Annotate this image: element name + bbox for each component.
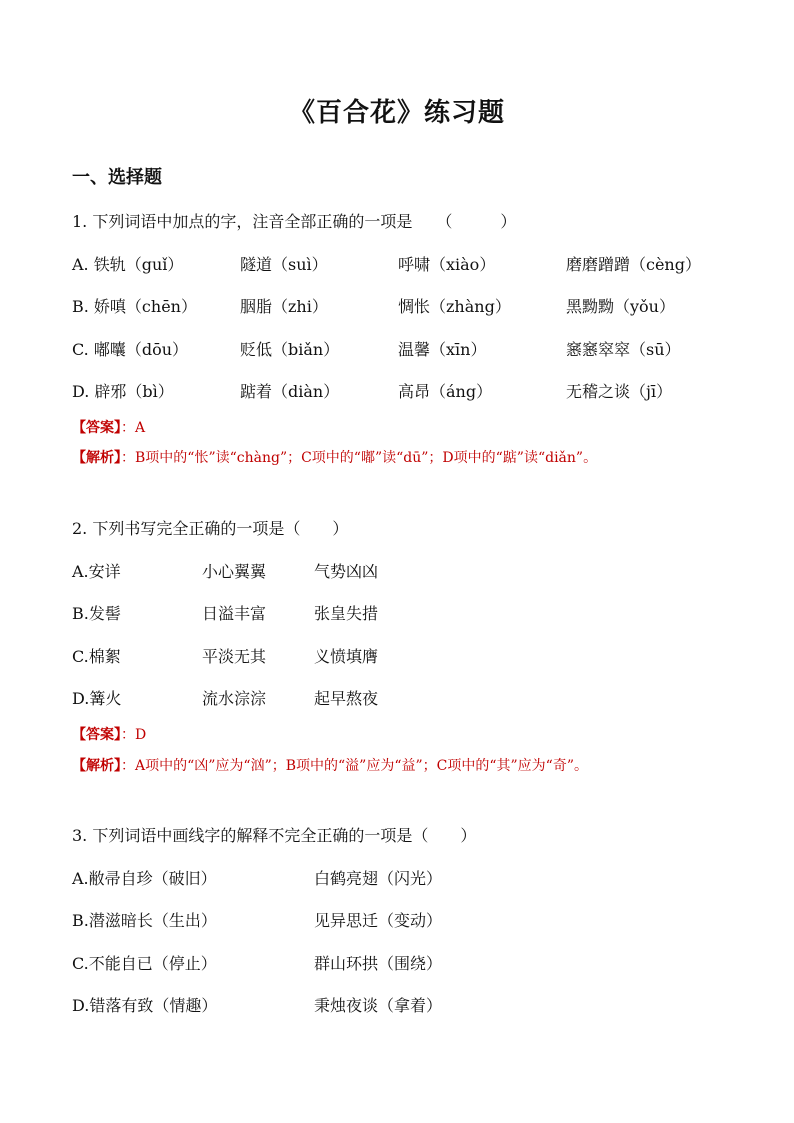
option-item: 气势凶凶 bbox=[314, 562, 379, 581]
question-1-answer bbox=[72, 417, 145, 437]
option-item: 无稽之谈（jī） bbox=[566, 382, 673, 401]
option-item: 惆怅（zhàng） bbox=[398, 297, 511, 316]
option-item: B.发髻 bbox=[72, 604, 121, 623]
answer-value: ：D bbox=[121, 727, 147, 743]
answer-tag: 【答案】 bbox=[72, 727, 121, 743]
question-2-explanation bbox=[72, 750, 726, 782]
option-item: 白鹤亮翅（闪光） bbox=[314, 869, 443, 888]
option-item: 呼啸（xiào） bbox=[398, 255, 496, 274]
question-1-explanation bbox=[72, 442, 726, 474]
option-item: 秉烛夜谈（拿着） bbox=[314, 996, 443, 1015]
option-item: A.安详 bbox=[72, 562, 121, 581]
option-item: 高昂（áng） bbox=[398, 382, 493, 401]
option-item: 小心翼翼 bbox=[202, 562, 267, 581]
explain-text: ：A项中的“凶”应为“汹”；B项中的“溢”应为“益”；C项中的“其”应为“奇”。 bbox=[121, 758, 588, 774]
question-1-stem: 1. 下列词语中加点的字，注音全部正确的一项是 （ ） bbox=[72, 212, 517, 231]
option-item: 张皇失措 bbox=[314, 604, 379, 623]
explain-text: ：B项中的“怅”读“chàng”；C项中的“嘟”读“dū”；D项中的“踮”读“diǎn”。 bbox=[121, 450, 598, 466]
option-item: C.不能自已（停止） bbox=[72, 954, 217, 973]
explain-tag: 【解析】 bbox=[72, 450, 121, 466]
question-2-stem: 2. 下列书写完全正确的一项是（ ） bbox=[72, 519, 349, 538]
question-2-answer bbox=[72, 724, 146, 744]
option-item: 见异思迁（变动） bbox=[314, 911, 443, 930]
option-item: A. 铁轨（guǐ） bbox=[72, 255, 184, 274]
option-item: 群山环拱（围绕） bbox=[314, 954, 443, 973]
answer-value: ：A bbox=[121, 420, 146, 436]
option-item: 温馨（xīn） bbox=[398, 340, 487, 359]
option-item: 踮着（diàn） bbox=[240, 382, 340, 401]
option-item: 隧道（suì） bbox=[240, 255, 328, 274]
option-item: 黑黝黝（yǒu） bbox=[566, 297, 675, 316]
question-3-stem: 3. 下列词语中画线字的解释不完全正确的一项是（ ） bbox=[72, 826, 477, 845]
explain-tag: 【解析】 bbox=[72, 758, 121, 774]
option-item: 起早熬夜 bbox=[314, 689, 379, 708]
option-item: 日溢丰富 bbox=[202, 604, 267, 623]
option-item: D.错落有致（情趣） bbox=[72, 996, 218, 1015]
option-item: 磨磨蹭蹭（cèng） bbox=[566, 255, 701, 274]
option-item: B.潜滋暗长（生出） bbox=[72, 911, 217, 930]
option-item: 平淡无其 bbox=[202, 647, 267, 666]
page-title: 《百合花》练习题 bbox=[288, 98, 505, 128]
option-item: 贬低（biǎn） bbox=[240, 340, 340, 359]
option-item: 窸窸窣窣（sū） bbox=[566, 340, 681, 359]
option-item: 胭脂（zhi） bbox=[240, 297, 328, 316]
option-item: C.棉絮 bbox=[72, 647, 121, 666]
option-item: D.篝火 bbox=[72, 689, 122, 708]
option-item: C. 嘟囔（dōu） bbox=[72, 340, 189, 359]
option-item: A.敝帚自珍（破旧） bbox=[72, 869, 217, 888]
option-item: D. 辟邪（bì） bbox=[72, 382, 174, 401]
answer-tag: 【答案】 bbox=[72, 420, 121, 436]
option-item: 流水淙淙 bbox=[202, 689, 267, 708]
section-heading: 一、选择题 bbox=[72, 167, 162, 188]
option-item: B. 娇嗔（chēn） bbox=[72, 297, 197, 316]
option-item: 义愤填膺 bbox=[314, 647, 379, 666]
